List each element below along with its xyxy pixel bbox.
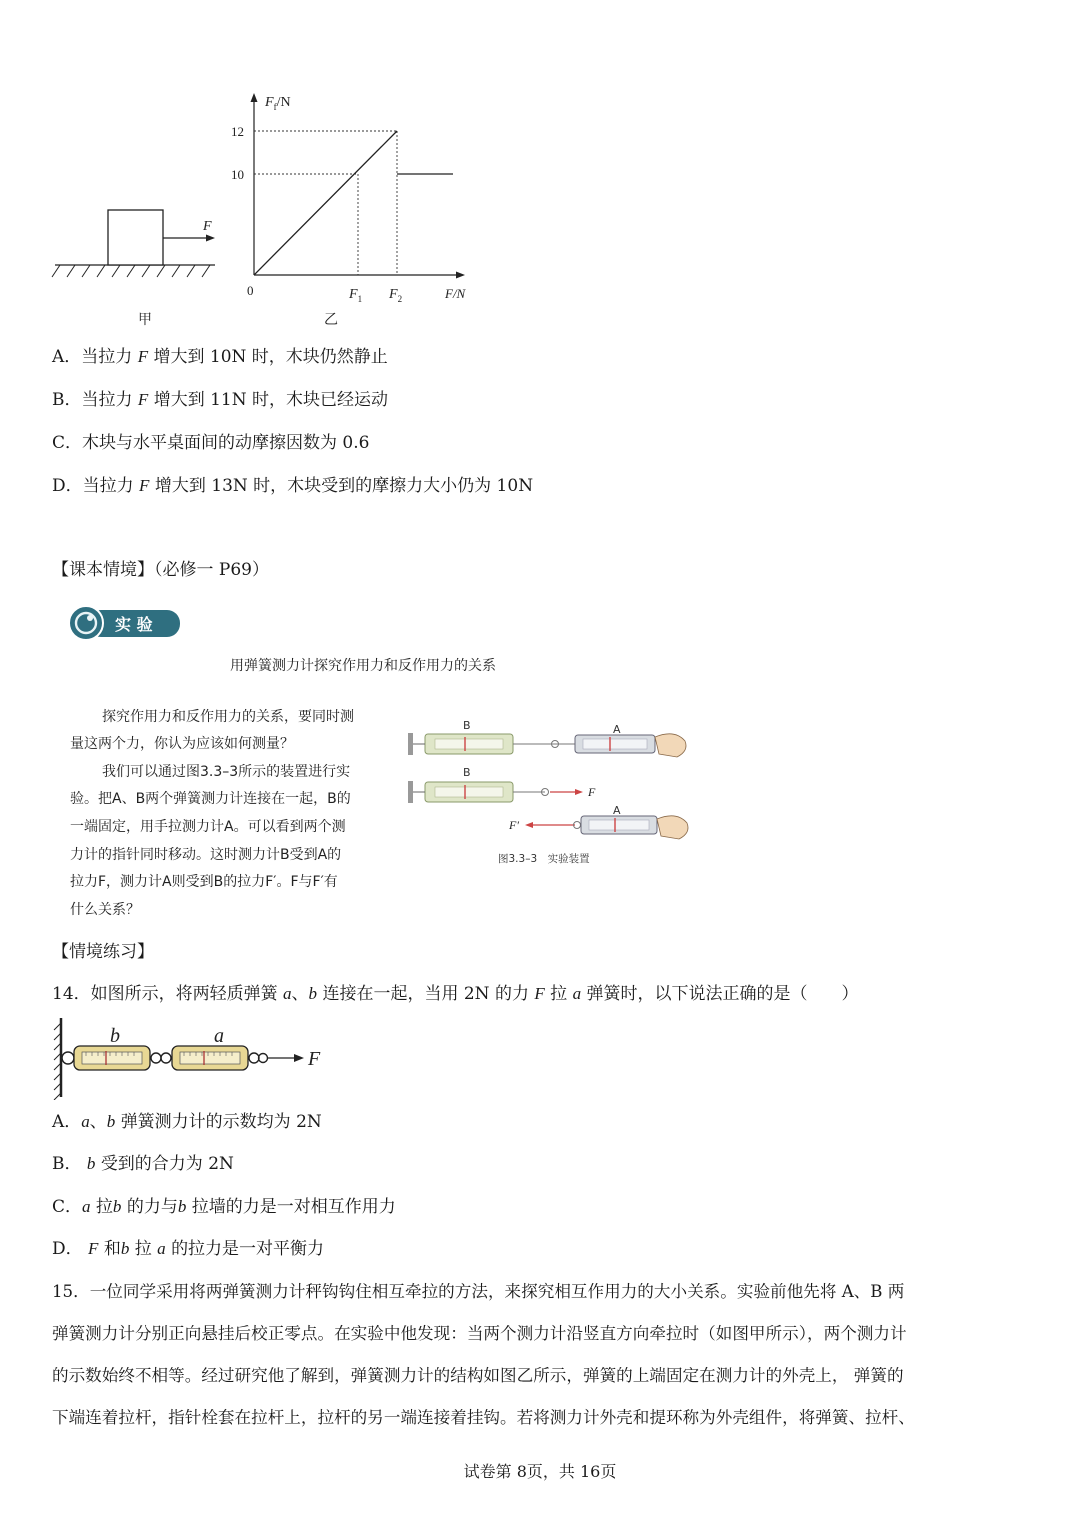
q14-fig-label-a: a bbox=[214, 1025, 224, 1047]
textbook-line-2: 量这两个力，你认为应该如何测量？ bbox=[70, 736, 294, 752]
textbook-line-1: 探究作用力和反作用力的关系，要同时测 bbox=[102, 709, 354, 725]
wooden-block bbox=[108, 210, 163, 265]
page-footer: 试卷第 8页，共 16页 bbox=[463, 1462, 617, 1481]
series-rising bbox=[254, 131, 397, 275]
x-tick-f2: $F_2$ bbox=[389, 287, 403, 304]
q14-option-a: A．a、b 弹簧测力计的示数均为 2N bbox=[52, 1112, 322, 1132]
experiment-title: 用弹簧测力计探究作用力和反作用力的关系 bbox=[230, 658, 496, 674]
textbook-line-6: 力计的指针同时移动。这时测力计B受到A的 bbox=[70, 847, 342, 863]
apparatus-label-b2: B bbox=[463, 766, 471, 779]
textbook-heading: 【课本情境】（必修一 P69） bbox=[52, 560, 269, 580]
textbook-line-3: 我们可以通过图3.3–3所示的装置进行实 bbox=[102, 764, 351, 780]
textbook-line-7: 拉力F，测力计A则受到B的拉力F′。F与F′有 bbox=[70, 874, 338, 890]
q14-spring-figure bbox=[52, 1015, 332, 1100]
apparatus-label-b1: B bbox=[463, 719, 471, 732]
apparatus-caption: 图3.3–3 实验装置 bbox=[498, 853, 590, 865]
x-tick-f1: $F_1$ bbox=[349, 287, 363, 304]
q13-option-d: D．当拉力 F 增大到 13N 时，木块受到的摩擦力大小仍为 10N bbox=[52, 476, 534, 496]
q14-fig-label-b: b bbox=[110, 1025, 120, 1047]
q15-line-1: 15．一位同学采用将两弹簧测力计秤钩钩住相互牵拉的方法，来探究相互作用力的大小关系。实验前他先将 A、B 两 bbox=[52, 1282, 905, 1301]
left-caption: 甲 bbox=[138, 312, 152, 328]
q15-line-2: 弹簧测力计分别正向悬挂后校正零点。在实验中他发现：当两个测力计沿竖直方向牵拉时（如图甲所示），两个测力计 bbox=[52, 1324, 907, 1343]
apparatus-label-fprime: F′ bbox=[509, 818, 519, 832]
q13-option-a: A．当拉力 F 增大到 10N 时，木块仍然静止 bbox=[52, 347, 388, 367]
y-tick-10: 10 bbox=[231, 167, 244, 182]
x-axis-label: F/N bbox=[445, 286, 466, 301]
block-figure bbox=[50, 200, 225, 330]
q14-option-d: D． F 和b 拉 a 的拉力是一对平衡力 bbox=[52, 1239, 325, 1259]
q14-fig-label-f: F bbox=[308, 1048, 321, 1070]
q13-option-b: B．当拉力 F 增大到 11N 时，木块已经运动 bbox=[52, 390, 389, 410]
apparatus-label-a1: A bbox=[613, 723, 621, 736]
apparatus-label-f: F bbox=[588, 785, 596, 799]
apparatus-figure bbox=[405, 715, 695, 870]
textbook-line-8: 什么关系？ bbox=[70, 902, 140, 918]
banner-label: 实 验 bbox=[115, 615, 153, 634]
y-axis-label: $F_f/N$ bbox=[265, 95, 291, 112]
q15-line-4: 下端连着拉杆，指针栓套在拉杆上，拉杆的另一端连接着挂钩。若将测力计外壳和提环称为外壳组件，将弹簧、拉杆、 bbox=[52, 1408, 915, 1427]
practice-heading: 【情境练习】 bbox=[52, 942, 154, 962]
q14-option-b: B． b 受到的合力为 2N bbox=[52, 1154, 234, 1174]
friction-chart bbox=[225, 88, 485, 333]
right-caption: 乙 bbox=[324, 312, 338, 328]
textbook-line-4: 验。把A、B两个弹簧测力计连接在一起，B的 bbox=[70, 791, 351, 807]
y-tick-12: 12 bbox=[231, 124, 244, 139]
textbook-line-5: 一端固定，用手拉测力计A。可以看到两个测 bbox=[70, 819, 346, 835]
origin-label: 0 bbox=[247, 283, 254, 298]
q15-line-3: 的示数始终不相等。经过研究他了解到，弹簧测力计的结构如图乙所示，弹簧的上端固定在测力计的外壳上， 弹簧的 bbox=[52, 1366, 904, 1385]
block-force-label: F bbox=[203, 219, 212, 234]
q13-option-c: C．木块与水平桌面间的动摩擦因数为 0.6 bbox=[52, 433, 370, 453]
apparatus-label-a2: A bbox=[613, 804, 621, 817]
q14-stem: 14．如图所示，将两轻质弹簧 a、b 连接在一起，当用 2N 的力 F 拉 a 弹簧时，以下说法正确的是（ ） bbox=[52, 984, 859, 1004]
experiment-banner bbox=[66, 604, 676, 644]
q14-option-c: C．a 拉b 的力与b 拉墙的力是一对相互作用力 bbox=[52, 1197, 396, 1217]
